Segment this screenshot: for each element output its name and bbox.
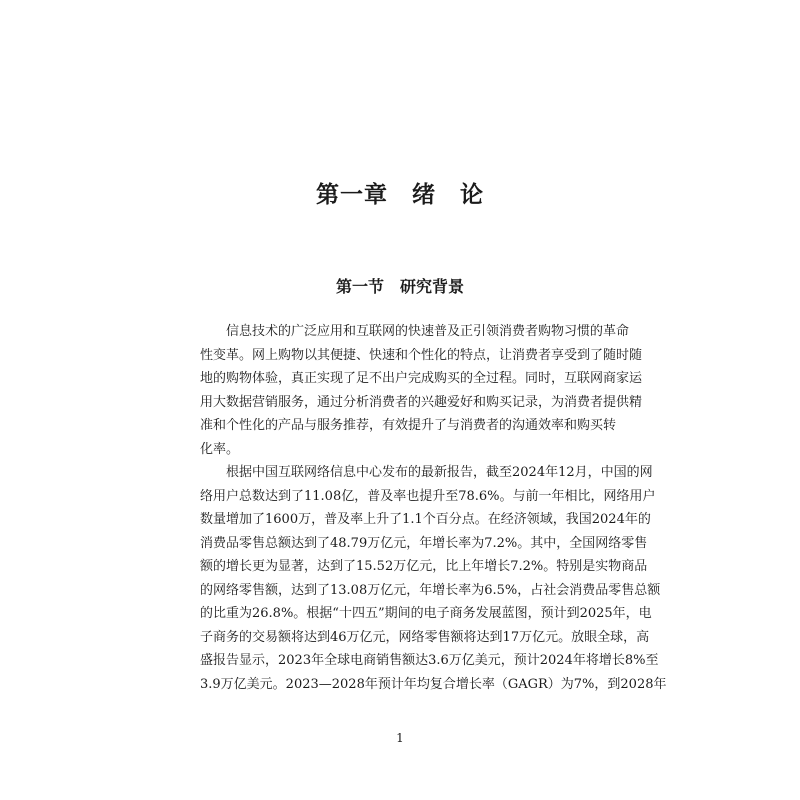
paragraph-1-line: 地的购物体验，真正实现了足不出户完成购买的全过程。同时，互联网商家运 [200,371,643,386]
section-title: 第一节 研究背景 [335,277,464,296]
paragraph-2-line: 子商务的交易额将达到46万亿元，网络零售额将达到17万亿元。放眼全球，高 [200,629,650,645]
paragraph-2-line: 根据中国互联网络信息中心发布的最新报告，截至2024年12月，中国的网 [226,465,653,480]
paragraph-1-line: 化率。 [200,441,240,457]
page-number: 1 [396,731,404,745]
body-text [200,320,667,696]
paragraph-1-line: 准和个性化的产品与服务推荐，有效提升了与消费者的沟通效率和购买转 [200,418,617,433]
paragraph-2-line: 额的增长更为显著，达到了15.52万亿元，比上年增长7.2%。特别是实物商品 [200,559,648,574]
paragraph-2-line: 数量增加了1600万，普及率上升了1.1个百分点。在经济领域，我国2024年的 [200,512,651,527]
paragraph-2-line: 消费品零售总额达到了48.79万亿元，年增长率为7.2%。其中，全国网络零售 [200,535,648,551]
paragraph-2-line: 3.9万亿美元。2023—2028年预计年均复合增长率（GAGR）为7%，到2028年 [200,676,667,692]
chapter-title: 第一章 绪 论 [316,182,484,208]
paragraph-1-line: 信息技术的广泛应用和互联网的快速普及正引领消费者购物习惯的革命 [226,324,630,339]
paragraph-2-line: 的比重为26.8%。根据“十四五”期间的电子商务发展蓝图，预计到2025年，电 [200,606,652,621]
paragraph-2-line: 的网络零售额，达到了13.08万亿元，年增长率为6.5%，占社会消费品零售总额 [200,582,661,598]
paragraph-1-line: 用大数据营销服务，通过分析消费者的兴趣爱好和购买记录，为消费者提供精 [200,394,643,410]
paragraph-1-line: 性变革。网上购物以其便捷、快速和个性化的特点，让消费者享受到了随时随 [200,347,643,363]
paragraph-2-line: 络用户总数达到了11.08亿，普及率也提升至78.6%。与前一年相比，网络用户 [200,488,656,504]
paragraph-2-line: 盛报告显示，2023年全球电商销售额达3.6万亿美元，预计2024年将增长8%至 [200,653,659,668]
